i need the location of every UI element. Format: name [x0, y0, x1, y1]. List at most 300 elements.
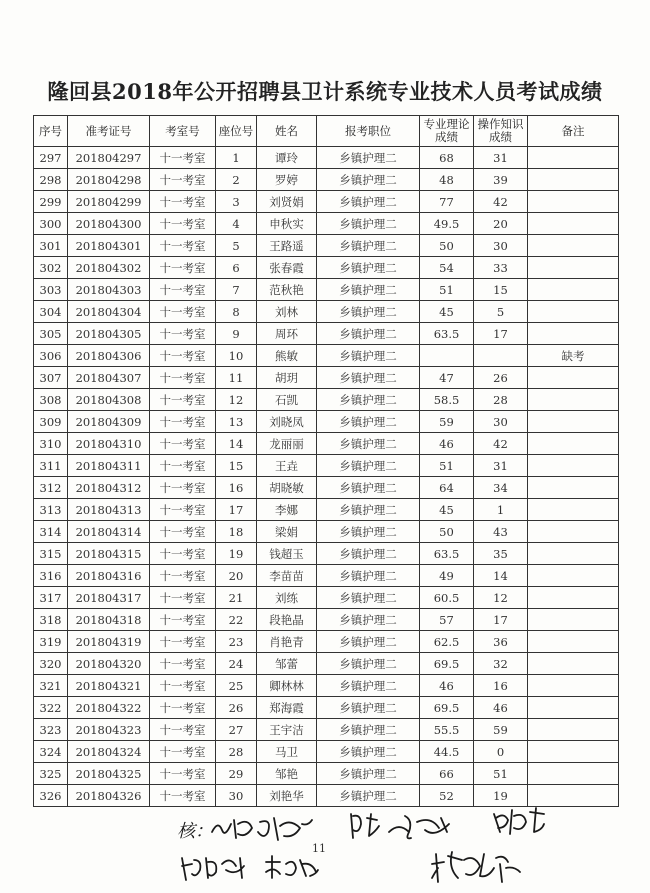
table-row	[34, 719, 619, 741]
cell-room: 十一考室	[150, 697, 216, 719]
cell-room: 十一考室	[150, 631, 216, 653]
signature-5	[262, 852, 322, 884]
cell-practice-score: 32	[474, 653, 528, 675]
cell-practice-score: 30	[474, 235, 528, 257]
table-row	[34, 147, 619, 169]
table-row	[34, 477, 619, 499]
cell-seq: 300	[34, 213, 68, 235]
cell-ticket: 201804297	[68, 147, 150, 169]
cell-seat: 24	[216, 653, 257, 675]
cell-position: 乡镇护理二	[317, 543, 420, 565]
cell-remarks	[528, 301, 619, 323]
cell-theory-score: 52	[420, 785, 474, 807]
cell-seq: 325	[34, 763, 68, 785]
cell-remarks	[528, 323, 619, 345]
cell-ticket: 201804306	[68, 345, 150, 367]
cell-seat: 16	[216, 477, 257, 499]
cell-name: 刘晓凤	[257, 411, 317, 433]
cell-seat: 27	[216, 719, 257, 741]
cell-seat: 20	[216, 565, 257, 587]
cell-seat: 1	[216, 147, 257, 169]
cell-theory-score: 69.5	[420, 653, 474, 675]
cell-practice-score: 1	[474, 499, 528, 521]
table-row	[34, 697, 619, 719]
cell-name: 刘艳华	[257, 785, 317, 807]
table-row	[34, 389, 619, 411]
cell-theory-score: 51	[420, 455, 474, 477]
table-row	[34, 279, 619, 301]
cell-room: 十一考室	[150, 433, 216, 455]
table-row	[34, 213, 619, 235]
cell-ticket: 201804319	[68, 631, 150, 653]
cell-ticket: 201804309	[68, 411, 150, 433]
cell-room: 十一考室	[150, 279, 216, 301]
cell-name: 邹蕾	[257, 653, 317, 675]
cell-seat: 25	[216, 675, 257, 697]
cell-theory-score	[420, 345, 474, 367]
cell-theory-score: 45	[420, 499, 474, 521]
cell-ticket: 201804322	[68, 697, 150, 719]
cell-seat: 17	[216, 499, 257, 521]
cell-seat: 18	[216, 521, 257, 543]
cell-practice-score: 51	[474, 763, 528, 785]
cell-room: 十一考室	[150, 719, 216, 741]
table-header-row	[34, 116, 619, 147]
cell-ticket: 201804310	[68, 433, 150, 455]
cell-remarks	[528, 499, 619, 521]
cell-practice-score: 43	[474, 521, 528, 543]
cell-position: 乡镇护理二	[317, 521, 420, 543]
table-row	[34, 675, 619, 697]
table-row	[34, 455, 619, 477]
cell-seq: 306	[34, 345, 68, 367]
cell-theory-score: 54	[420, 257, 474, 279]
cell-ticket: 201804299	[68, 191, 150, 213]
cell-remarks	[528, 169, 619, 191]
cell-ticket: 201804298	[68, 169, 150, 191]
cell-position: 乡镇护理二	[317, 169, 420, 191]
header-cell-theory-score: 专业理论成绩	[420, 116, 474, 147]
cell-room: 十一考室	[150, 411, 216, 433]
cell-seq: 323	[34, 719, 68, 741]
cell-theory-score: 46	[420, 675, 474, 697]
table-row	[34, 345, 619, 367]
cell-position: 乡镇护理二	[317, 411, 420, 433]
header-cell-practice-score: 操作知识成绩	[474, 116, 528, 147]
cell-ticket: 201804312	[68, 477, 150, 499]
cell-position: 乡镇护理二	[317, 763, 420, 785]
cell-practice-score: 5	[474, 301, 528, 323]
cell-practice-score: 17	[474, 609, 528, 631]
cell-practice-score: 0	[474, 741, 528, 763]
cell-seat: 29	[216, 763, 257, 785]
table-row	[34, 367, 619, 389]
table-row	[34, 609, 619, 631]
cell-room: 十一考室	[150, 587, 216, 609]
table-row	[34, 323, 619, 345]
cell-name: 卿林林	[257, 675, 317, 697]
cell-seq: 304	[34, 301, 68, 323]
cell-name: 钱超玉	[257, 543, 317, 565]
cell-practice-score: 30	[474, 411, 528, 433]
cell-theory-score: 49.5	[420, 213, 474, 235]
cell-position: 乡镇护理二	[317, 631, 420, 653]
cell-position: 乡镇护理二	[317, 389, 420, 411]
cell-seat: 26	[216, 697, 257, 719]
cell-name: 范秋艳	[257, 279, 317, 301]
cell-ticket: 201804308	[68, 389, 150, 411]
cell-position: 乡镇护理二	[317, 279, 420, 301]
cell-ticket: 201804314	[68, 521, 150, 543]
cell-seq: 318	[34, 609, 68, 631]
table-row	[34, 763, 619, 785]
cell-remarks	[528, 477, 619, 499]
cell-seq: 299	[34, 191, 68, 213]
cell-remarks	[528, 565, 619, 587]
table-row	[34, 235, 619, 257]
cell-theory-score: 50	[420, 521, 474, 543]
cell-theory-score: 51	[420, 279, 474, 301]
signature-1	[208, 812, 318, 846]
cell-seq: 309	[34, 411, 68, 433]
cell-theory-score: 63.5	[420, 323, 474, 345]
cell-ticket: 201804321	[68, 675, 150, 697]
cell-position: 乡镇护理二	[317, 301, 420, 323]
cell-theory-score: 59	[420, 411, 474, 433]
cell-remarks	[528, 235, 619, 257]
cell-seat: 9	[216, 323, 257, 345]
cell-practice-score: 33	[474, 257, 528, 279]
cell-name: 龙丽丽	[257, 433, 317, 455]
cell-name: 王路遥	[257, 235, 317, 257]
cell-remarks: 缺考	[528, 345, 619, 367]
cell-seq: 298	[34, 169, 68, 191]
cell-remarks	[528, 389, 619, 411]
cell-room: 十一考室	[150, 389, 216, 411]
cell-room: 十一考室	[150, 213, 216, 235]
cell-ticket: 201804323	[68, 719, 150, 741]
table-row	[34, 543, 619, 565]
cell-room: 十一考室	[150, 741, 216, 763]
cell-practice-score: 26	[474, 367, 528, 389]
scores-table	[33, 115, 619, 807]
cell-seat: 5	[216, 235, 257, 257]
cell-name: 周环	[257, 323, 317, 345]
table-row	[34, 433, 619, 455]
cell-seq: 308	[34, 389, 68, 411]
cell-seq: 321	[34, 675, 68, 697]
cell-seq: 311	[34, 455, 68, 477]
cell-seat: 12	[216, 389, 257, 411]
cell-seat: 21	[216, 587, 257, 609]
cell-theory-score: 49	[420, 565, 474, 587]
cell-ticket: 201804313	[68, 499, 150, 521]
cell-room: 十一考室	[150, 235, 216, 257]
cell-position: 乡镇护理二	[317, 213, 420, 235]
cell-position: 乡镇护理二	[317, 499, 420, 521]
cell-ticket: 201804300	[68, 213, 150, 235]
cell-seat: 22	[216, 609, 257, 631]
cell-position: 乡镇护理二	[317, 565, 420, 587]
cell-position: 乡镇护理二	[317, 719, 420, 741]
cell-remarks	[528, 411, 619, 433]
cell-ticket: 201804301	[68, 235, 150, 257]
table-row	[34, 301, 619, 323]
cell-name: 刘林	[257, 301, 317, 323]
cell-room: 十一考室	[150, 455, 216, 477]
cell-practice-score: 42	[474, 191, 528, 213]
cell-practice-score	[474, 345, 528, 367]
cell-room: 十一考室	[150, 543, 216, 565]
cell-room: 十一考室	[150, 257, 216, 279]
cell-remarks	[528, 587, 619, 609]
cell-room: 十一考室	[150, 565, 216, 587]
cell-theory-score: 63.5	[420, 543, 474, 565]
table-row	[34, 741, 619, 763]
cell-theory-score: 48	[420, 169, 474, 191]
cell-practice-score: 17	[474, 323, 528, 345]
cell-practice-score: 19	[474, 785, 528, 807]
cell-name: 李苗苗	[257, 565, 317, 587]
cell-theory-score: 66	[420, 763, 474, 785]
cell-ticket: 201804320	[68, 653, 150, 675]
cell-remarks	[528, 213, 619, 235]
cell-name: 李娜	[257, 499, 317, 521]
cell-remarks	[528, 653, 619, 675]
cell-position: 乡镇护理二	[317, 433, 420, 455]
cell-room: 十一考室	[150, 499, 216, 521]
cell-seq: 316	[34, 565, 68, 587]
cell-theory-score: 47	[420, 367, 474, 389]
cell-name: 申秋实	[257, 213, 317, 235]
cell-theory-score: 50	[420, 235, 474, 257]
cell-practice-score: 28	[474, 389, 528, 411]
table-row	[34, 169, 619, 191]
signature-2	[345, 808, 460, 844]
cell-seat: 28	[216, 741, 257, 763]
cell-name: 谭玲	[257, 147, 317, 169]
cell-name: 王垚	[257, 455, 317, 477]
cell-theory-score: 69.5	[420, 697, 474, 719]
cell-position: 乡镇护理二	[317, 587, 420, 609]
header-cell-remarks: 备注	[528, 116, 619, 147]
cell-theory-score: 58.5	[420, 389, 474, 411]
cell-practice-score: 36	[474, 631, 528, 653]
cell-ticket: 201804311	[68, 455, 150, 477]
cell-position: 乡镇护理二	[317, 367, 420, 389]
cell-remarks	[528, 763, 619, 785]
cell-ticket: 201804307	[68, 367, 150, 389]
header-cell-ticket: 准考证号	[68, 116, 150, 147]
cell-practice-score: 15	[474, 279, 528, 301]
cell-seq: 307	[34, 367, 68, 389]
reviewer-mark: 核：	[177, 821, 213, 842]
header-cell-name: 姓名	[257, 116, 317, 147]
cell-name: 胡晓敏	[257, 477, 317, 499]
cell-seq: 302	[34, 257, 68, 279]
cell-seq: 297	[34, 147, 68, 169]
cell-seat: 2	[216, 169, 257, 191]
cell-seat: 14	[216, 433, 257, 455]
cell-seq: 313	[34, 499, 68, 521]
cell-practice-score: 20	[474, 213, 528, 235]
cell-name: 段艳晶	[257, 609, 317, 631]
cell-room: 十一考室	[150, 675, 216, 697]
cell-seq: 305	[34, 323, 68, 345]
cell-theory-score: 55.5	[420, 719, 474, 741]
table-row	[34, 653, 619, 675]
cell-name: 邹艳	[257, 763, 317, 785]
cell-name: 马卫	[257, 741, 317, 763]
cell-room: 十一考室	[150, 169, 216, 191]
cell-room: 十一考室	[150, 653, 216, 675]
cell-name: 刘练	[257, 587, 317, 609]
cell-room: 十一考室	[150, 763, 216, 785]
cell-remarks	[528, 279, 619, 301]
cell-seq: 317	[34, 587, 68, 609]
table-row	[34, 587, 619, 609]
table-row	[34, 499, 619, 521]
cell-theory-score: 45	[420, 301, 474, 323]
cell-seq: 320	[34, 653, 68, 675]
cell-seq: 319	[34, 631, 68, 653]
cell-room: 十一考室	[150, 521, 216, 543]
cell-seq: 326	[34, 785, 68, 807]
cell-ticket: 201804325	[68, 763, 150, 785]
cell-theory-score: 77	[420, 191, 474, 213]
table-row	[34, 521, 619, 543]
cell-seat: 7	[216, 279, 257, 301]
table-row	[34, 411, 619, 433]
cell-theory-score: 46	[420, 433, 474, 455]
cell-room: 十一考室	[150, 191, 216, 213]
cell-practice-score: 16	[474, 675, 528, 697]
cell-remarks	[528, 257, 619, 279]
cell-name: 熊敏	[257, 345, 317, 367]
header-cell-position: 报考职位	[317, 116, 420, 147]
table-body	[34, 147, 619, 807]
cell-seq: 314	[34, 521, 68, 543]
table-row	[34, 631, 619, 653]
cell-theory-score: 62.5	[420, 631, 474, 653]
cell-seat: 23	[216, 631, 257, 653]
cell-seq: 312	[34, 477, 68, 499]
cell-seat: 6	[216, 257, 257, 279]
cell-ticket: 201804303	[68, 279, 150, 301]
header-cell-seq: 序号	[34, 116, 68, 147]
document-title: 隆回县2018年公开招聘县卫计系统专业技术人员考试成绩	[47, 79, 603, 104]
cell-position: 乡镇护理二	[317, 345, 420, 367]
cell-practice-score: 31	[474, 455, 528, 477]
cell-seq: 322	[34, 697, 68, 719]
cell-name: 梁娟	[257, 521, 317, 543]
cell-room: 十一考室	[150, 609, 216, 631]
table-row	[34, 191, 619, 213]
cell-ticket: 201804302	[68, 257, 150, 279]
cell-room: 十一考室	[150, 367, 216, 389]
cell-remarks	[528, 191, 619, 213]
cell-name: 罗婷	[257, 169, 317, 191]
cell-position: 乡镇护理二	[317, 653, 420, 675]
cell-position: 乡镇护理二	[317, 477, 420, 499]
cell-theory-score: 68	[420, 147, 474, 169]
cell-practice-score: 46	[474, 697, 528, 719]
cell-seat: 3	[216, 191, 257, 213]
cell-remarks	[528, 719, 619, 741]
header-cell-seat: 座位号	[216, 116, 257, 147]
cell-name: 胡玥	[257, 367, 317, 389]
cell-seq: 324	[34, 741, 68, 763]
cell-name: 刘贤娟	[257, 191, 317, 213]
cell-seat: 15	[216, 455, 257, 477]
cell-practice-score: 35	[474, 543, 528, 565]
cell-room: 十一考室	[150, 785, 216, 807]
cell-seat: 13	[216, 411, 257, 433]
signature-6	[430, 846, 525, 888]
cell-name: 肖艳青	[257, 631, 317, 653]
cell-remarks	[528, 741, 619, 763]
cell-remarks	[528, 367, 619, 389]
header-cell-room: 考室号	[150, 116, 216, 147]
cell-ticket: 201804324	[68, 741, 150, 763]
cell-position: 乡镇护理二	[317, 741, 420, 763]
cell-seq: 301	[34, 235, 68, 257]
cell-practice-score: 39	[474, 169, 528, 191]
cell-name: 张春霞	[257, 257, 317, 279]
cell-position: 乡镇护理二	[317, 147, 420, 169]
cell-position: 乡镇护理二	[317, 609, 420, 631]
cell-name: 石凯	[257, 389, 317, 411]
cell-seat: 11	[216, 367, 257, 389]
cell-practice-score: 42	[474, 433, 528, 455]
cell-position: 乡镇护理二	[317, 675, 420, 697]
table-row	[34, 565, 619, 587]
cell-position: 乡镇护理二	[317, 697, 420, 719]
cell-remarks	[528, 675, 619, 697]
cell-position: 乡镇护理二	[317, 323, 420, 345]
cell-room: 十一考室	[150, 477, 216, 499]
cell-position: 乡镇护理二	[317, 455, 420, 477]
cell-position: 乡镇护理二	[317, 235, 420, 257]
cell-remarks	[528, 697, 619, 719]
cell-seat: 30	[216, 785, 257, 807]
cell-remarks	[528, 455, 619, 477]
cell-theory-score: 64	[420, 477, 474, 499]
table-row	[34, 257, 619, 279]
cell-seat: 4	[216, 213, 257, 235]
cell-ticket: 201804305	[68, 323, 150, 345]
cell-practice-score: 59	[474, 719, 528, 741]
cell-ticket: 201804304	[68, 301, 150, 323]
cell-ticket: 201804318	[68, 609, 150, 631]
cell-name: 郑海霞	[257, 697, 317, 719]
cell-ticket: 201804317	[68, 587, 150, 609]
cell-position: 乡镇护理二	[317, 257, 420, 279]
signature-4	[178, 852, 250, 884]
cell-remarks	[528, 521, 619, 543]
cell-room: 十一考室	[150, 301, 216, 323]
cell-ticket: 201804316	[68, 565, 150, 587]
cell-room: 十一考室	[150, 147, 216, 169]
cell-practice-score: 12	[474, 587, 528, 609]
cell-remarks	[528, 147, 619, 169]
cell-theory-score: 44.5	[420, 741, 474, 763]
cell-seat: 19	[216, 543, 257, 565]
cell-seq: 315	[34, 543, 68, 565]
cell-practice-score: 14	[474, 565, 528, 587]
cell-ticket: 201804326	[68, 785, 150, 807]
cell-ticket: 201804315	[68, 543, 150, 565]
